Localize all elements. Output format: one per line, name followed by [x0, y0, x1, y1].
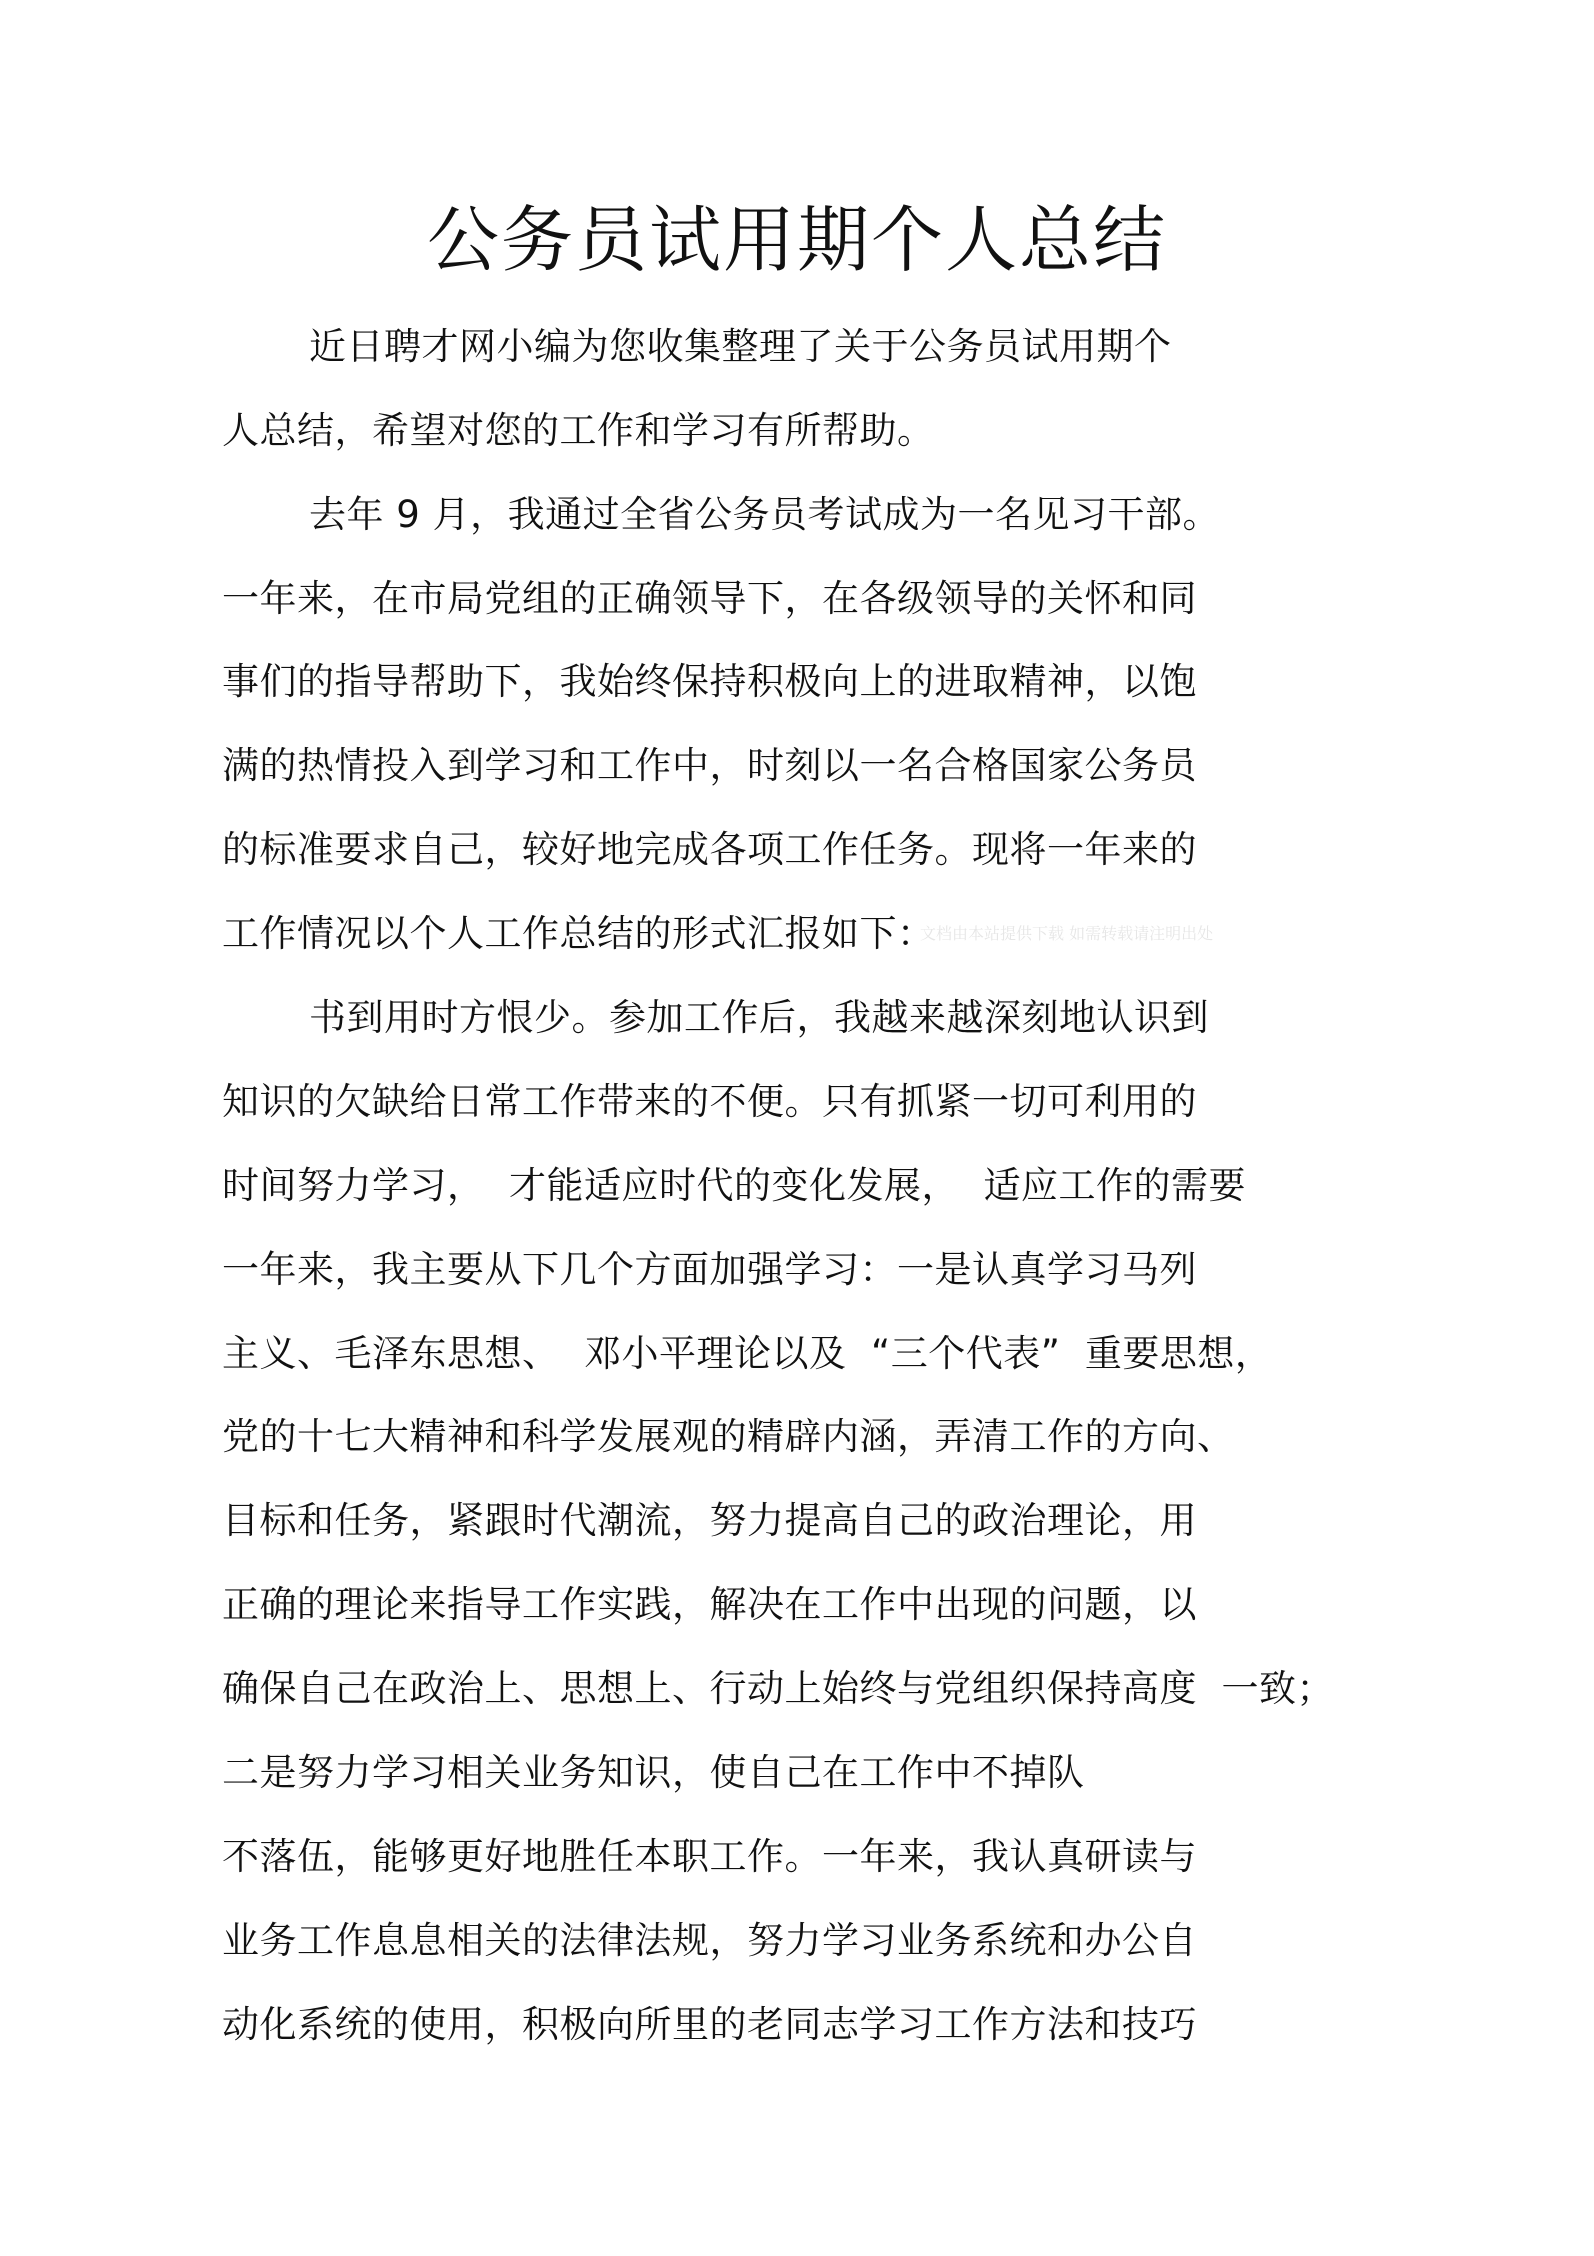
paragraph-line: 一年来，我主要从下几个方面加强学习：一是认真学习马列 — [222, 1248, 1197, 1291]
paragraph-line: 知识的欠缺给日常工作带来的不便。只有抓紧一切可利用的 — [222, 1080, 1197, 1123]
paragraph-line: 动化系统的使用，积极向所里的老同志学习工作方法和技巧 — [222, 2003, 1197, 2046]
paragraph-line: 正确的理论来指导工作实践，解决在工作中出现的问题，以 — [222, 1583, 1197, 1626]
paragraph-line: 工作情况以个人工作总结的形式汇报如下： — [222, 912, 935, 955]
paragraph-line: 二是努力学习相关业务知识，使自己在工作中不掉队 — [222, 1751, 1085, 1794]
paragraph-line: 确保自己在政治上、思想上、行动上始终与党组织保持高度 一致； — [222, 1667, 1335, 1710]
paragraph-line: 人总结，希望对您的工作和学习有所帮助。 — [222, 409, 935, 452]
paragraph-line: 党的十七大精神和科学发展观的精辟内涵，弄清工作的方向、 — [222, 1415, 1235, 1458]
faint-watermark-text: 文档由本站提供下载 如需转载请注明出处 — [920, 924, 1214, 943]
paragraph-line: 目标和任务，紧跟时代潮流，努力提高自己的政治理论，用 — [222, 1499, 1197, 1542]
paragraph-line: 事们的指导帮助下，我始终保持积极向上的进取精神，以饱 — [222, 660, 1197, 703]
paragraph-line: 业务工作息息相关的法律法规，努力学习业务系统和办公自 — [222, 1919, 1197, 1962]
paragraph-line: 去年 9 月，我通过全省公务员考试成为一名见习干部。 — [309, 493, 1221, 536]
paragraph-line: 一年来，在市局党组的正确领导下，在各级领导的关怀和同 — [222, 577, 1197, 620]
paragraph-line: 书到用时方恨少。参加工作后，我越来越深刻地认识到 — [309, 996, 1209, 1039]
paragraph-line: 近日聘才网小编为您收集整理了关于公务员试用期个 — [309, 325, 1172, 368]
paragraph-line: 主义、毛泽东思想、 邓小平理论以及 “三个代表” 重要思想， — [222, 1332, 1273, 1375]
document-title: 公务员试用期个人总结 — [426, 198, 1167, 282]
paragraph-line: 时间努力学习， 才能适应时代的变化发展， 适应工作的需要 — [222, 1164, 1247, 1207]
paragraph-line: 不落伍，能够更好地胜任本职工作。一年来，我认真研读与 — [222, 1835, 1197, 1878]
paragraph-line: 满的热情投入到学习和工作中，时刻以一名合格国家公务员 — [222, 744, 1197, 787]
paragraph-line: 的标准要求自己，较好地完成各项工作任务。现将一年来的 — [222, 828, 1197, 871]
